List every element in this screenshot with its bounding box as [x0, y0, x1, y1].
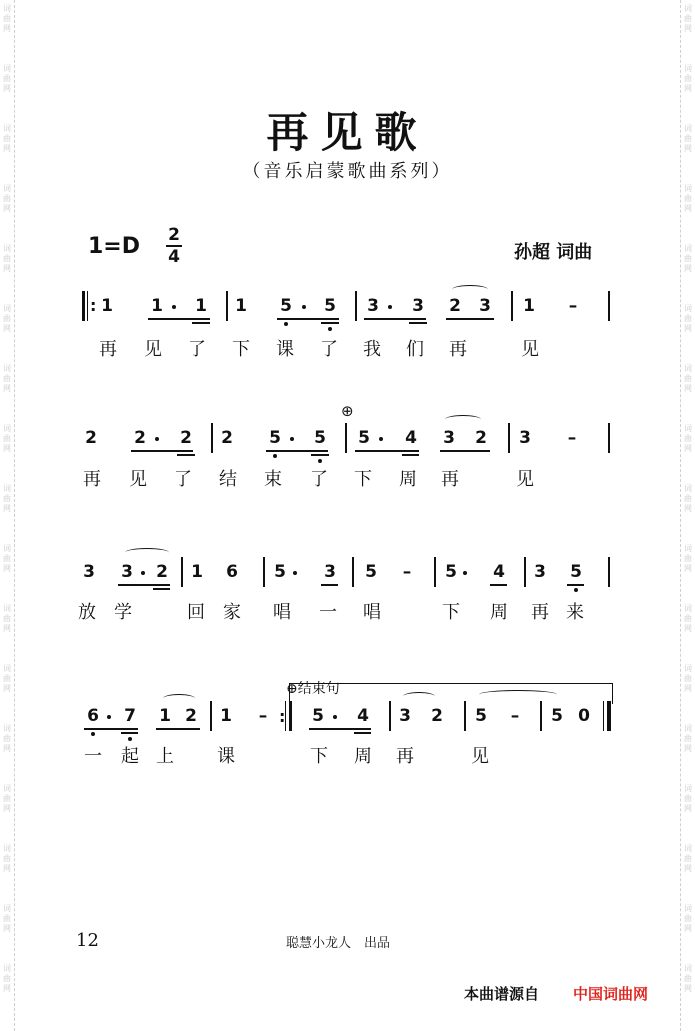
note: 5 — [324, 296, 336, 316]
note: 5 — [274, 562, 286, 582]
time-signature — [166, 226, 182, 266]
lyric: 见 — [144, 339, 162, 360]
note: 2 — [185, 706, 197, 726]
underline — [277, 318, 339, 320]
note: 2 — [180, 428, 192, 448]
repeat-end-thin-bar — [285, 701, 286, 731]
note: 1 — [151, 296, 163, 316]
underline — [148, 318, 210, 320]
underline — [309, 728, 371, 730]
aug-dot — [290, 437, 294, 441]
underline — [355, 450, 419, 452]
composer-credit: 孙超 词曲 — [514, 242, 593, 263]
lyric: 放 — [78, 602, 96, 623]
aug-dot — [463, 571, 467, 575]
note: 3 — [443, 428, 455, 448]
note: 1 — [159, 706, 171, 726]
lyric: 回 — [187, 602, 205, 623]
time-top: 2 — [168, 225, 180, 245]
watermark-text: 词 曲 网 — [3, 964, 11, 993]
watermark-text: 词 曲 网 — [3, 64, 11, 93]
note: 4 — [405, 428, 417, 448]
note: 0 — [578, 706, 590, 726]
note: 6 — [226, 562, 238, 582]
watermark-text: 词 曲 网 — [3, 424, 11, 453]
note: 5 — [312, 706, 324, 726]
low-dot — [91, 732, 95, 736]
repeat-end-dots: : — [279, 707, 286, 726]
watermark-text: 词 曲 网 — [684, 664, 692, 693]
watermark-text: 词 曲 网 — [3, 184, 11, 213]
note: 5 — [365, 562, 377, 582]
bar-line — [389, 701, 391, 731]
note: 2 — [85, 428, 97, 448]
underline — [446, 318, 494, 320]
note: – — [258, 706, 268, 726]
lyric: 再 — [531, 602, 549, 623]
lyric: 了 — [174, 469, 192, 490]
low-dot — [318, 459, 322, 463]
lyric: 周 — [399, 469, 417, 490]
aug-dot — [141, 571, 145, 575]
underline — [192, 322, 210, 324]
note: 3 — [367, 296, 379, 316]
note: 3 — [121, 562, 133, 582]
bar-line — [511, 291, 513, 321]
note: 5 — [475, 706, 487, 726]
slur — [163, 694, 195, 703]
watermark-text: 词 曲 网 — [684, 304, 692, 333]
final-bar — [607, 701, 611, 731]
page-number: 12 — [76, 930, 99, 951]
note: – — [568, 296, 578, 316]
lyric: 来 — [566, 602, 584, 623]
watermark-text: 词 曲 网 — [3, 844, 11, 873]
note: 5 — [280, 296, 292, 316]
note: 2 — [475, 428, 487, 448]
final-thin-bar — [603, 701, 604, 731]
note: 1 — [191, 562, 203, 582]
watermark-text: 词 曲 网 — [3, 904, 11, 933]
watermark-text: 词 曲 网 — [3, 4, 11, 33]
watermark-text: 词 曲 网 — [3, 364, 11, 393]
lyric: 周 — [490, 602, 508, 623]
lyric: 了 — [188, 339, 206, 360]
tie — [479, 690, 557, 699]
underline — [153, 588, 170, 590]
lyric: 结 — [219, 469, 237, 490]
slur — [445, 415, 481, 424]
watermark-text: 词 曲 网 — [684, 484, 692, 513]
note: 3 — [412, 296, 424, 316]
note: 1 — [220, 706, 232, 726]
watermark-text: 词 曲 网 — [684, 124, 692, 153]
underline — [364, 318, 426, 320]
note: 5 — [314, 428, 326, 448]
note: 2 — [156, 562, 168, 582]
bar-line — [540, 701, 542, 731]
lyric: 课 — [217, 746, 235, 767]
lyric: 一 — [84, 746, 102, 767]
bar-line — [210, 701, 212, 731]
aug-dot — [293, 571, 297, 575]
watermark-text: 词 曲 网 — [684, 784, 692, 813]
note: – — [402, 562, 412, 582]
watermark-text: 词 曲 网 — [684, 4, 692, 33]
lyric: 见 — [521, 339, 539, 360]
coda-icon: ⊕ — [341, 402, 354, 420]
lyric: 见 — [471, 746, 489, 767]
note: 2 — [134, 428, 146, 448]
underline — [490, 584, 507, 586]
note: 3 — [519, 428, 531, 448]
lyric: 下 — [310, 746, 328, 767]
note: 3 — [399, 706, 411, 726]
note: 1 — [195, 296, 207, 316]
key-signature: 1=D — [88, 234, 141, 259]
aug-dot — [333, 715, 337, 719]
watermark-text: 词 曲 网 — [684, 184, 692, 213]
underline — [121, 732, 138, 734]
note: – — [567, 428, 577, 448]
underline — [402, 454, 419, 456]
low-dot — [128, 737, 132, 741]
song-subtitle: （音乐启蒙歌曲系列） — [242, 161, 453, 182]
watermark-text: 词 曲 网 — [684, 424, 692, 453]
note: 3 — [324, 562, 336, 582]
lyric: 了 — [320, 339, 338, 360]
lyric: 一 — [319, 602, 337, 623]
watermark-text: 词 曲 网 — [3, 784, 11, 813]
watermark-text: 词 曲 网 — [684, 904, 692, 933]
note: 2 — [431, 706, 443, 726]
lyric: 束 — [264, 469, 282, 490]
note: 5 — [358, 428, 370, 448]
lyric: 上 — [156, 746, 174, 767]
note: 4 — [493, 562, 505, 582]
note: 3 — [83, 562, 95, 582]
repeat-end-bar — [289, 701, 292, 731]
watermark-text: 词 曲 网 — [684, 844, 692, 873]
bar-line — [181, 557, 183, 587]
aug-dot — [107, 715, 111, 719]
watermark-text: 词 曲 网 — [3, 604, 11, 633]
aug-dot — [379, 437, 383, 441]
bar-line — [608, 557, 610, 587]
lyric: 了 — [310, 469, 328, 490]
note: 2 — [449, 296, 461, 316]
watermark-text: 词 曲 网 — [3, 724, 11, 753]
underline — [311, 454, 329, 456]
note: 3 — [479, 296, 491, 316]
note: 7 — [124, 706, 136, 726]
source-label: 本曲谱源自 — [464, 985, 540, 1003]
underline — [409, 322, 427, 324]
lyric: 唱 — [273, 602, 291, 623]
low-dot — [328, 327, 332, 331]
coda-label-text: 结束句 — [297, 681, 340, 697]
watermark-text: 词 曲 网 — [684, 724, 692, 753]
watermark-text: 词 曲 网 — [684, 244, 692, 273]
low-dot — [273, 454, 277, 458]
underline — [156, 728, 200, 730]
low-dot — [284, 322, 288, 326]
underline — [567, 584, 584, 586]
source-site-link[interactable]: 中国词曲网 — [573, 985, 649, 1003]
underline — [118, 584, 170, 586]
bar-line — [464, 701, 466, 731]
lyric: 再 — [83, 469, 101, 490]
underline — [440, 450, 490, 452]
watermark-text: 词 曲 网 — [684, 604, 692, 633]
underline — [131, 450, 193, 452]
aug-dot — [172, 305, 176, 309]
bar-line — [608, 291, 610, 321]
watermark-text: 词 曲 网 — [684, 544, 692, 573]
slur — [452, 285, 488, 294]
bar-line — [352, 557, 354, 587]
lyric: 再 — [99, 339, 117, 360]
underline — [84, 728, 138, 730]
lyric: 起 — [121, 746, 139, 767]
note: 2 — [221, 428, 233, 448]
lyric: 见 — [129, 469, 147, 490]
repeat-dots: : — [90, 296, 97, 315]
underline — [266, 450, 328, 452]
repeat-start-bar — [82, 291, 85, 321]
watermark-text: 词 曲 网 — [3, 664, 11, 693]
bar-line — [345, 423, 347, 453]
aug-dot — [155, 437, 159, 441]
repeat-start-thin-bar — [87, 291, 88, 321]
watermark-text: 词 曲 网 — [3, 544, 11, 573]
underline — [321, 322, 339, 324]
lyric: 下 — [442, 602, 460, 623]
lyric: 学 — [114, 602, 132, 623]
song-title: 再见歌 — [266, 108, 429, 157]
watermark-text: 词 曲 网 — [3, 304, 11, 333]
lyric: 再 — [396, 746, 414, 767]
lyric: 课 — [276, 339, 294, 360]
note: 1 — [235, 296, 247, 316]
lyric: 周 — [354, 746, 372, 767]
underline — [354, 732, 371, 734]
watermark-text: 词 曲 网 — [3, 244, 11, 273]
note: 5 — [570, 562, 582, 582]
lyric: 见 — [516, 469, 534, 490]
lyric: 家 — [223, 602, 241, 623]
publisher-credit: 聪慧小龙人 出品 — [286, 936, 391, 951]
lyric: 再 — [441, 469, 459, 490]
bar-line — [211, 423, 213, 453]
slur — [125, 548, 169, 557]
lyric: 再 — [449, 339, 467, 360]
watermark-text: 词 曲 网 — [684, 64, 692, 93]
note: 6 — [87, 706, 99, 726]
note: 5 — [445, 562, 457, 582]
slur — [403, 692, 435, 701]
bar-line — [355, 291, 357, 321]
note: 4 — [357, 706, 369, 726]
bar-line — [608, 423, 610, 453]
lyric: 下 — [232, 339, 250, 360]
bar-line — [226, 291, 228, 321]
lyric: 我 — [363, 339, 381, 360]
bar-line — [263, 557, 265, 587]
aug-dot — [388, 305, 392, 309]
watermark-text: 词 曲 网 — [3, 124, 11, 153]
watermark-text: 词 曲 网 — [684, 964, 692, 993]
note: 3 — [534, 562, 546, 582]
coda-label: ⊕结束句 — [286, 681, 340, 697]
aug-dot — [302, 305, 306, 309]
note: 1 — [523, 296, 535, 316]
time-bottom: 4 — [168, 247, 180, 267]
low-dot — [574, 588, 578, 592]
lyric: 下 — [354, 469, 372, 490]
bar-line — [508, 423, 510, 453]
bar-line — [434, 557, 436, 587]
lyric: 唱 — [363, 602, 381, 623]
watermark-text: 词 曲 网 — [3, 484, 11, 513]
note: – — [510, 706, 520, 726]
underline — [321, 584, 338, 586]
note: 1 — [101, 296, 113, 316]
lyric: 们 — [406, 339, 424, 360]
note: 5 — [269, 428, 281, 448]
underline — [177, 454, 195, 456]
note: 5 — [551, 706, 563, 726]
watermark-text: 词 曲 网 — [684, 364, 692, 393]
bar-line — [524, 557, 526, 587]
